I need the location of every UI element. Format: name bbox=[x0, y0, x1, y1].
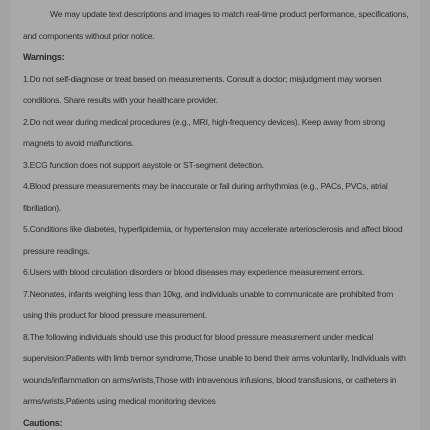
warnings-heading: Warnings: bbox=[23, 52, 65, 62]
document-body bbox=[23, 4, 411, 430]
warning-item-7: 7.Neonates, infants weighing less than 10kg, and individuals unable to communicate are prohibited from using this product for blood pressure measurement. bbox=[23, 288, 394, 320]
warning-item-8: 8.The following individuals should use this product for blood pressure measurement under medical supervision:Patients with limb tremor syndrome,Those unable to bend their arms voluntarily, Individuals with wounds/inflammation on arms/wrists,Those with intravenous infusions, blood transfusions, or catheters in arms/wrists,Patients using medical monitoring devices bbox=[23, 331, 406, 406]
cautions-heading: Cautions: bbox=[23, 417, 63, 428]
warning-item-3: 3.ECG function does not support asystole or ST-segment detection. bbox=[23, 159, 264, 170]
warning-item-2: 2.Do not wear during medical procedures (e.g., MRI, high-frequency devices). Keep away from strong magnets to avoid malfunctions. bbox=[23, 116, 385, 148]
warning-item-4: 4.Blood pressure measurements may be inaccurate or fail during arrhythmias (e.g., PACs, PVCs, atrial fibrillation). bbox=[23, 181, 388, 213]
right-margin bbox=[420, 0, 430, 430]
intro-paragraph: We may update text descriptions and images to match real-time product performance, specifications, and components without prior notice. bbox=[23, 9, 409, 41]
left-margin bbox=[0, 0, 10, 430]
warning-item-1: 1.Do not self-diagnose or treat based on measurements. Consult a doctor; misjudgment may worsen conditions. Share results with your healthcare provider. bbox=[23, 73, 382, 105]
warning-item-6: 6.Users with blood circulation disorders or blood diseases may experience measurement errors. bbox=[23, 267, 365, 277]
warning-item-5: 5.Conditions like diabetes, hyperlipidemia, or hypertension may accelerate arteriosclerosis and affect blood pressure readings. bbox=[23, 224, 403, 256]
